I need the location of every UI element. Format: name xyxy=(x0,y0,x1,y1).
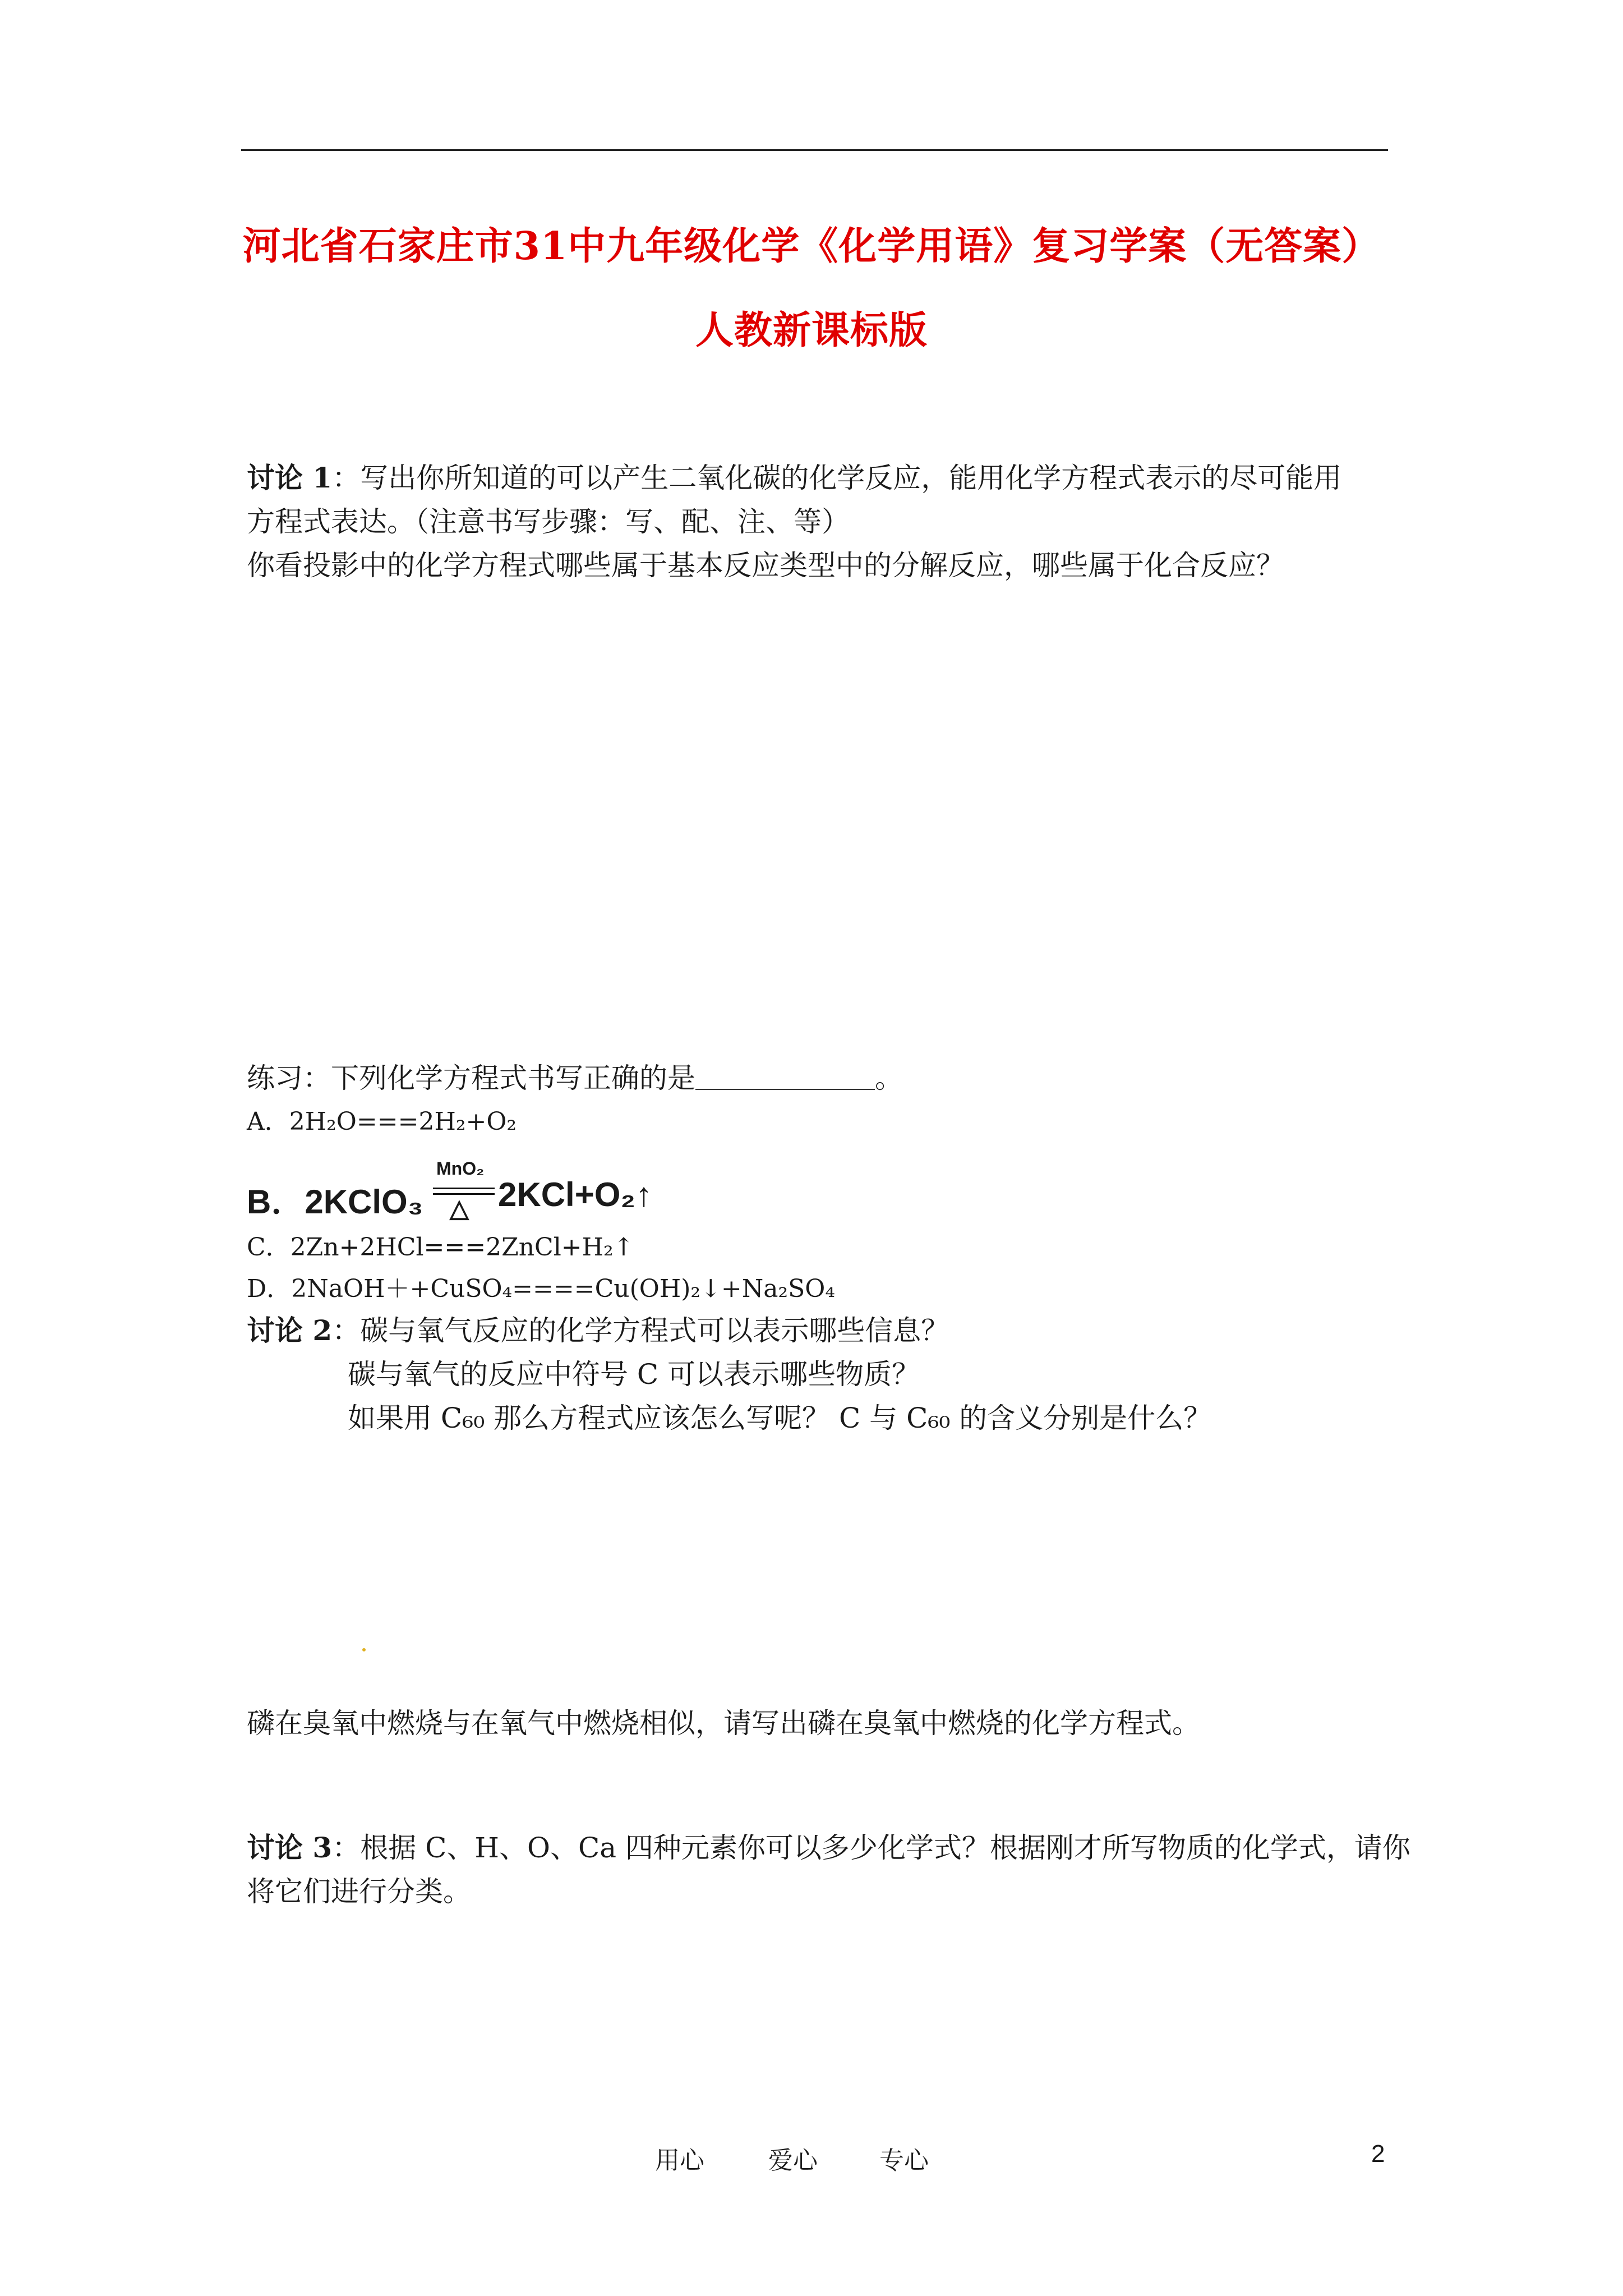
discussion-3-line1 xyxy=(247,1830,1410,1866)
discussion-3-text-a: ：根据 C、H、O、Ca 四种元素你可以多少化学式？根据刚才所写物质的化学式，请你 xyxy=(332,1832,1410,1864)
option-c: C．2Zn+2HCl===2ZnCl+H₂↑ xyxy=(247,1233,634,1262)
discussion-2-line1 xyxy=(247,1313,949,1349)
option-b-left: B．2KClO₃ xyxy=(247,1183,423,1221)
discussion-2-q1: ：碳与氧气反应的化学方程式可以表示哪些信息？ xyxy=(332,1314,949,1347)
answer-blank[interactable] xyxy=(695,1062,875,1090)
discussion-1-line2: 方程式表达。（注意书写步骤：写、配、注、等） xyxy=(247,505,850,538)
page-title-line2: 人教新课标版 xyxy=(695,308,928,353)
header-rule xyxy=(241,149,1388,151)
discussion-2-q2: 碳与氧气的反应中符号 C 可以表示哪些物质？ xyxy=(348,1358,920,1391)
discussion-1-label: 讨论 1 xyxy=(247,461,333,494)
discussion-1-line3: 你看投影中的化学方程式哪些属于基本反应类型中的分解反应，哪些属于化合反应？ xyxy=(247,549,1284,582)
discussion-1-line1 xyxy=(247,460,1341,496)
discussion-3-line2: 将它们进行分类。 xyxy=(247,1875,471,1908)
discussion-1-text-a: ：写出你所知道的可以产生二氧化碳的化学反应，能用化学方程式表示的尽可能用 xyxy=(332,462,1342,494)
option-b-heat: △ xyxy=(450,1195,469,1222)
discussion-3-label: 讨论 3 xyxy=(247,1831,333,1864)
discussion-2-label: 讨论 2 xyxy=(247,1314,333,1347)
option-b-catalyst: MnO₂ xyxy=(436,1158,485,1179)
option-b-bar-top xyxy=(433,1188,495,1189)
option-d: D．2NaOH＋+CuSO₄====Cu(OH)₂↓+Na₂SO₄ xyxy=(247,1274,836,1303)
footer-word-2: 爱心 xyxy=(768,2146,818,2175)
page-title-line1: 河北省石家庄市31中九年级化学《化学用语》复习学案（无答案） xyxy=(242,224,1381,269)
practice-end: 。 xyxy=(875,1062,903,1094)
stray-dot xyxy=(362,1648,366,1651)
option-b-right: 2KCl+O₂↑ xyxy=(498,1176,653,1213)
option-a: A．2H₂O===2H₂+O₂ xyxy=(247,1107,517,1136)
discussion-2-q3: 如果用 C₆₀ 那么方程式应该怎么写呢？ C 与 C₆₀ 的含义分别是什么？ xyxy=(348,1402,1212,1434)
footer-word-1: 用心 xyxy=(655,2146,704,2175)
practice-lead: 练习：下列化学方程式书写正确的是 xyxy=(247,1062,695,1094)
page-number: 2 xyxy=(1371,2140,1385,2168)
phosphorus-question: 磷在臭氧中燃烧与在氧气中燃烧相似，请写出磷在臭氧中燃烧的化学方程式。 xyxy=(247,1707,1200,1740)
footer-word-3: 专心 xyxy=(879,2146,929,2175)
practice-question xyxy=(247,1060,903,1096)
option-b-equation xyxy=(247,1158,808,1226)
